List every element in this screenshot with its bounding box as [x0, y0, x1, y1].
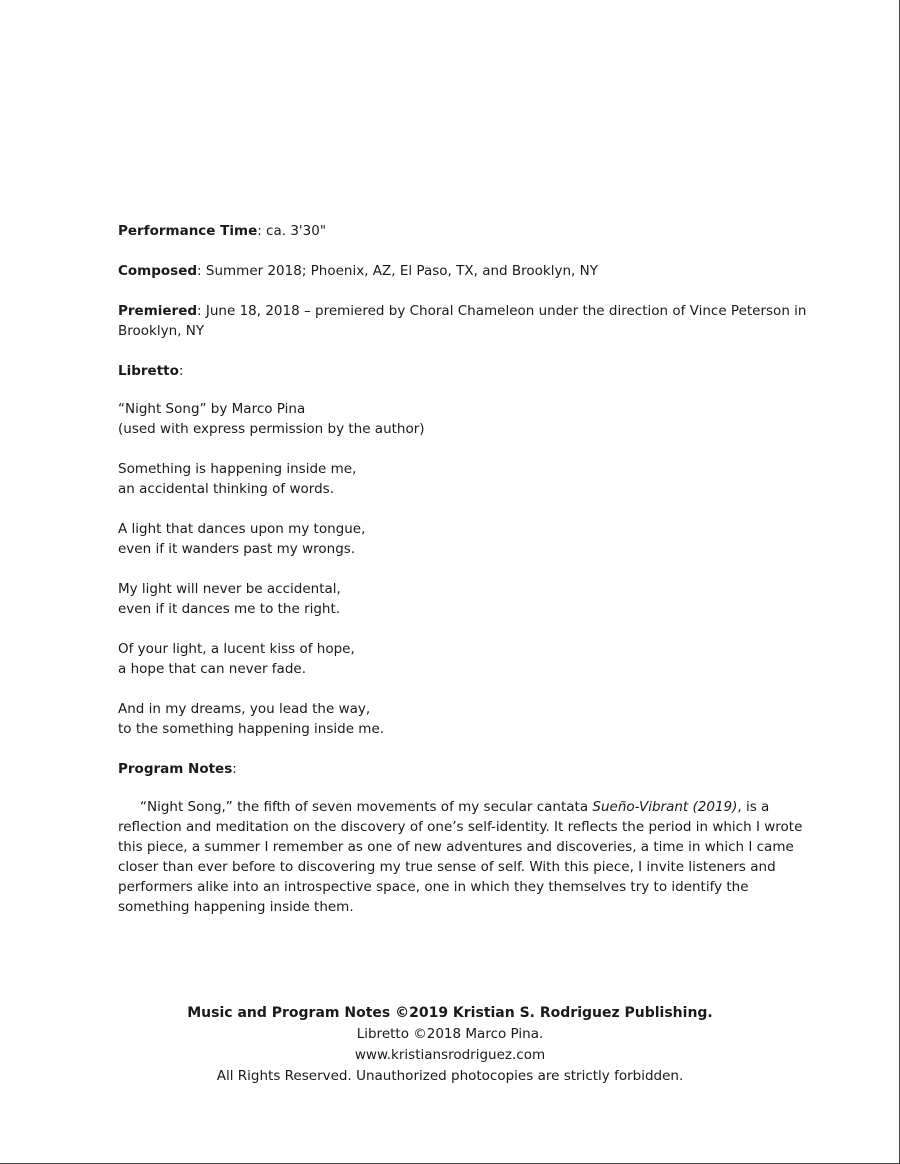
stanza-line: A light that dances upon my tongue,: [118, 521, 366, 537]
libretto-credit-permission: (used with express permission by the author): [118, 421, 425, 437]
stanza-line: an accidental thinking of words.: [118, 481, 334, 497]
program-notes-text-start: “Night Song,” the fifth of seven movements of my secular cantata: [140, 799, 593, 815]
document-body: [118, 221, 818, 917]
copyright-libretto: Libretto ©2018 Marco Pina.: [356, 1026, 544, 1042]
stanza-line: Something is happening inside me,: [118, 461, 357, 477]
program-notes-label: Program Notes: [118, 761, 233, 777]
program-notes-heading: [118, 759, 818, 779]
performance-time-value: : ca. 3'30": [257, 223, 327, 239]
libretto-credit-title: “Night Song” by Marco Pina: [118, 401, 306, 417]
website-url: www.kristiansrodriguez.com: [354, 1047, 546, 1063]
libretto-heading: [118, 361, 818, 381]
stanza-line: And in my dreams, you lead the way,: [118, 701, 371, 717]
premiered-value: : June 18, 2018 – premiered by Choral Chameleon under the direction of Vince Peterson in Brooklyn, NY: [118, 303, 807, 339]
stanza-line: even if it dances me to the right.: [118, 601, 341, 617]
stanza-line: even if it wanders past my wrongs.: [118, 541, 356, 557]
copyright-music: Music and Program Notes ©2019 Kristian S. Rodriguez Publishing.: [187, 1005, 713, 1021]
stanza: [118, 579, 818, 619]
premiered-label: Premiered: [118, 303, 198, 319]
libretto-credit: [118, 399, 818, 439]
composed-label: Composed: [118, 263, 198, 279]
libretto-label: Libretto: [118, 363, 179, 379]
stanza-line: a hope that can never fade.: [118, 661, 306, 677]
stanza-line: Of your light, a lucent kiss of hope,: [118, 641, 355, 657]
stanza-line: to the something happening inside me.: [118, 721, 385, 737]
stanza: [118, 519, 818, 559]
program-notes-text-end: , is a reflection and meditation on the discovery of one’s self-identity. It reflects the period in which I wrote this piece, a summer I remember as one of new adventures and discoveries, a time in which I came closer than ever before to discovering my true sense of self. With this piece, I invite listeners and performers alike into an introspective space, one in which they themselves try to identify the something happening inside them.: [118, 799, 803, 915]
stanza: [118, 639, 818, 679]
rights-notice: All Rights Reserved. Unauthorized photocopies are strictly forbidden.: [216, 1068, 684, 1084]
stanza: [118, 699, 818, 739]
cantata-title: Sueño-Vibrant (2019): [592, 799, 738, 815]
program-notes-colon: :: [232, 761, 237, 777]
copyright-footer: [0, 1003, 900, 1087]
performance-time-label: Performance Time: [118, 223, 258, 239]
composed-value: : Summer 2018; Phoenix, AZ, El Paso, TX, and Brooklyn, NY: [197, 263, 598, 279]
stanza: [118, 459, 818, 499]
premiered: [118, 301, 818, 341]
performance-time: [118, 221, 818, 241]
stanza-line: My light will never be accidental,: [118, 581, 341, 597]
libretto-colon: :: [178, 363, 184, 379]
composed: [118, 261, 818, 281]
program-notes-text: [118, 797, 808, 917]
